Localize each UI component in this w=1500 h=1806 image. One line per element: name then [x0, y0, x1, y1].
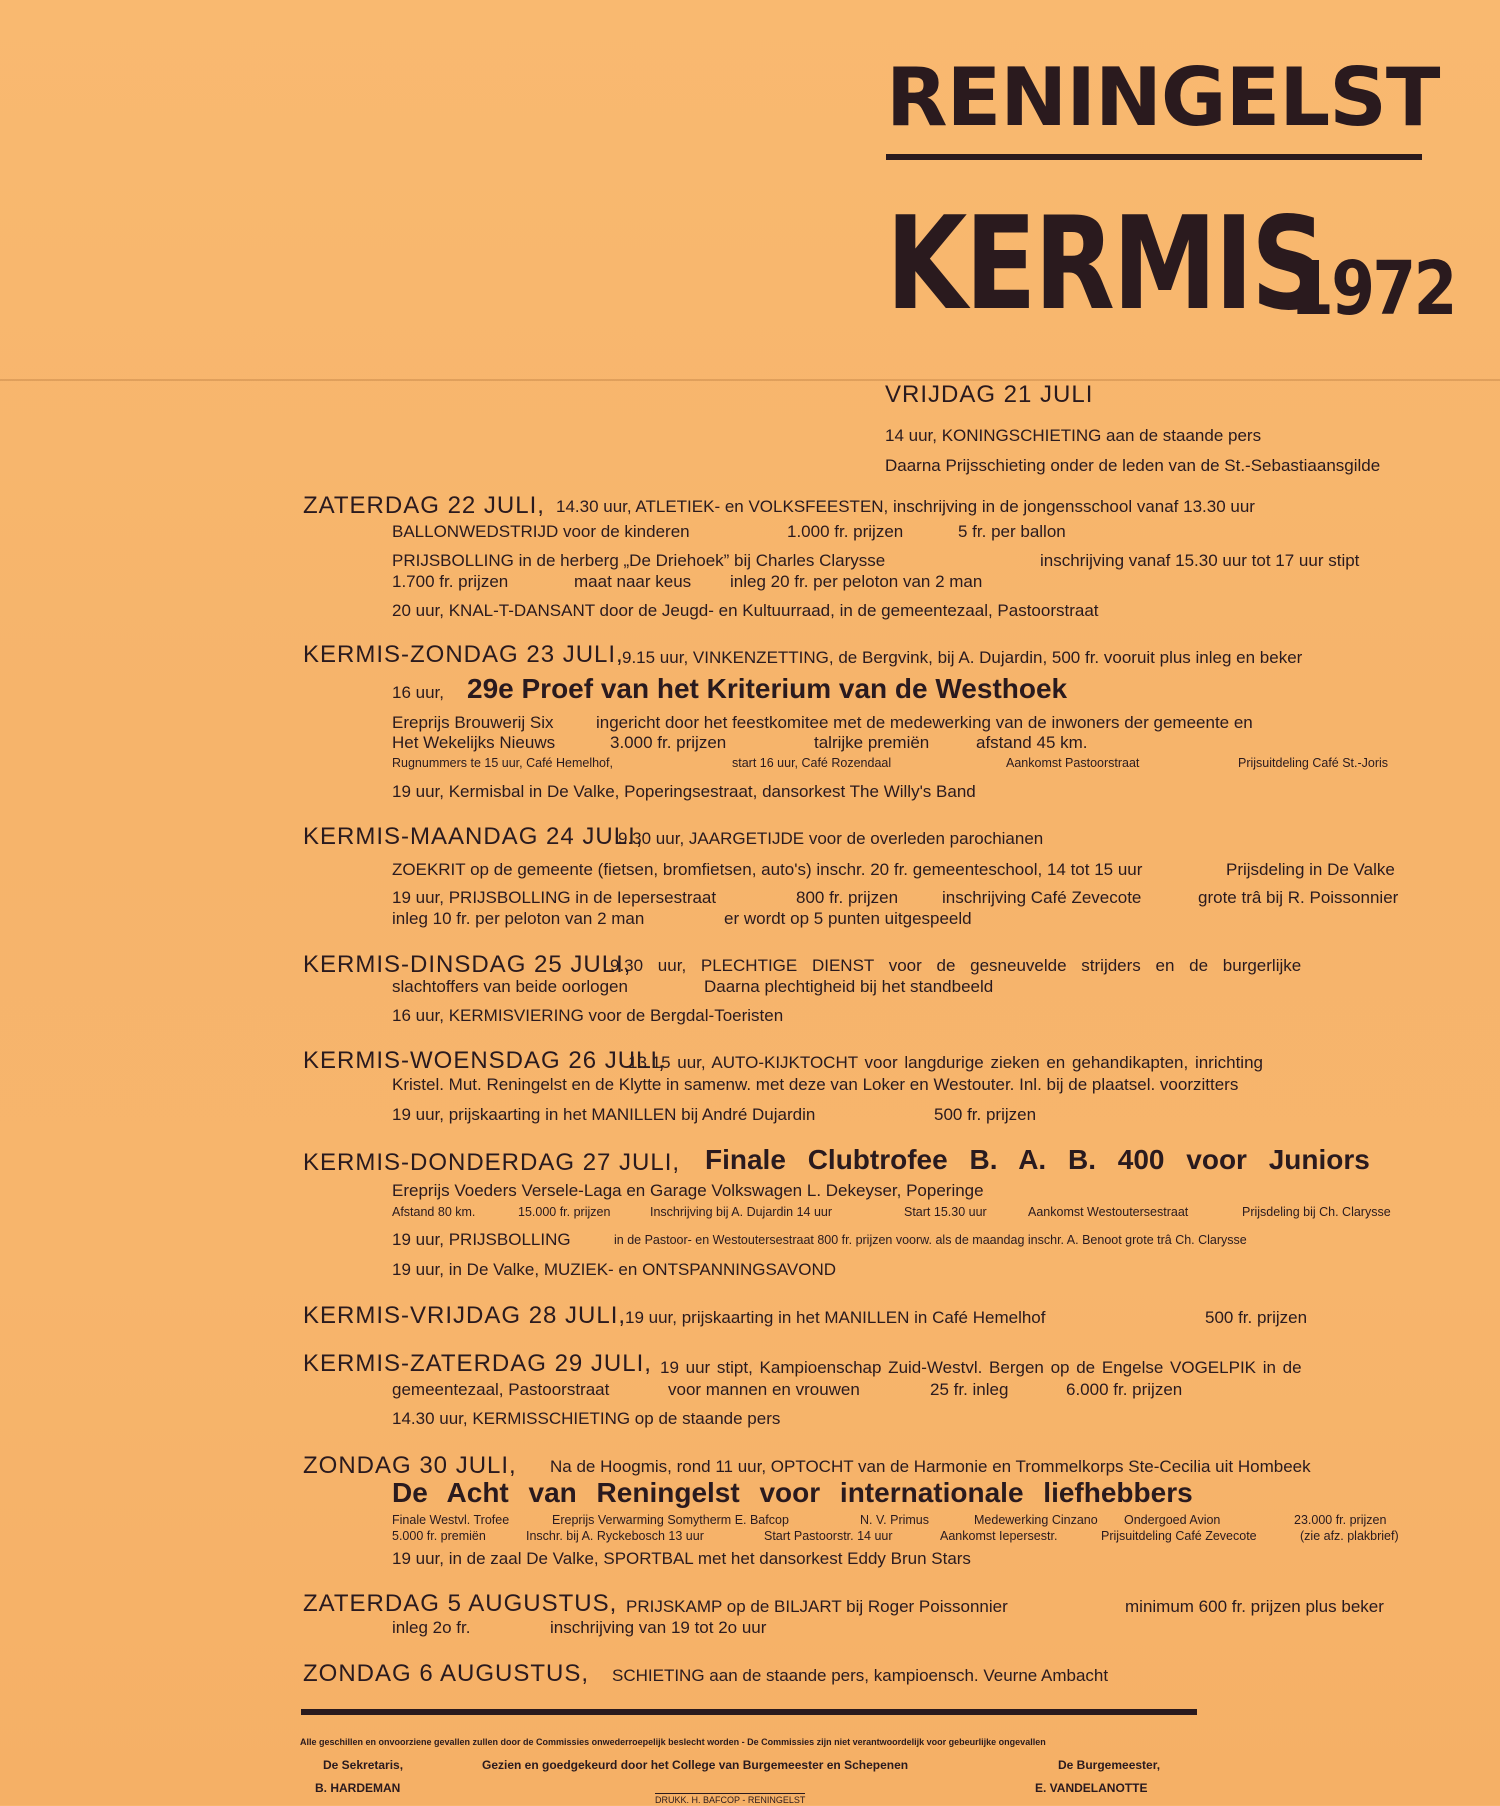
event-line: voor mannen en vrouwen — [668, 1380, 860, 1399]
event-detail: Prijsuitdeling Café Zevecote — [1101, 1529, 1257, 1543]
event-title-block — [886, 190, 1455, 340]
event-line: 14.30 uur, ATLETIEK- en VOLKSFEESTEN, inschrijving in de jongensschool vanaf 13.30 uur — [556, 497, 1255, 516]
event-line: inschrijving van 19 tot 2o uur — [550, 1618, 767, 1637]
race-title: 29e Proef van het Kriterium van de Westhoek — [467, 673, 1068, 704]
event-detail: start 16 uur, Café Rozendaal — [732, 756, 892, 770]
event-detail: Ereprijs Verwarming Somytherm E. Bafcop — [552, 1513, 789, 1527]
printer-imprint: DRUKK. H. BAFCOP - RENINGELST — [655, 1795, 806, 1805]
event-line: 19 uur, prijskaarting in het MANILLEN bij André Dujardin — [392, 1105, 816, 1124]
event-line: inleg 20 fr. per peloton van 2 man — [730, 572, 983, 591]
event-line: 25 fr. inleg — [930, 1380, 1009, 1399]
event-detail: Finale Westvl. Trofee — [392, 1513, 510, 1527]
event-detail: Aankomst Pastoorstraat — [1006, 756, 1140, 770]
event-detail: Medewerking Cinzano — [974, 1513, 1098, 1527]
day-heading: KERMIS-WOENSDAG 26 JULI, — [303, 1047, 666, 1074]
event-line: 9.30 uur, JAARGETIJDE voor de overleden parochianen — [618, 829, 1044, 848]
event-detail: Aankomst Iepersestr. — [940, 1529, 1058, 1543]
day-heading: KERMIS-ZONDAG 23 JULI, — [303, 641, 624, 668]
day-heading: KERMIS-MAANDAG 24 JULI, — [303, 823, 644, 850]
event-line: 9.30 uur, PLECHTIGE DIENST voor de gesneuvelde strijders en de burgerlijke — [610, 956, 1302, 975]
disclaimer: Alle geschillen en onvoorziene gevallen zullen door de Commissies onwederroepelijk beslecht worden - De Commissies zijn niet verantwoordelijk voor gebeurlijke ongevallen — [300, 1737, 1046, 1747]
event-line: 19 uur, PRIJSBOLLING — [392, 1230, 571, 1249]
day-heading: ZATERDAG 22 JULI, — [303, 492, 545, 519]
event-line: 5 fr. per ballon — [958, 522, 1066, 541]
day-heading: KERMIS-VRIJDAG 28 JULI, — [303, 1302, 627, 1329]
event-detail: Inschrijving bij A. Dujardin 14 uur — [650, 1205, 833, 1219]
event-line: SCHIETING aan de staande pers, kampioensch. Veurne Ambacht — [612, 1666, 1109, 1685]
event-line: inschrijving Café Zevecote — [942, 888, 1142, 907]
footer-rule — [301, 1709, 1197, 1715]
race-title: Finale Clubtrofee B. A. B. 400 voor Juniors — [705, 1144, 1370, 1175]
town-title: RENINGELST — [886, 51, 1440, 144]
event-line: 19 uur, in De Valke, MUZIEK- en ONTSPANNINGSAVOND — [392, 1260, 837, 1279]
event-line: 16 uur, KERMISVIERING voor de Bergdal-Toeristen — [392, 1006, 784, 1025]
event-line: 9.15 uur, VINKENZETTING, de Bergvink, bij A. Dujardin, 500 fr. vooruit plus inleg en beker — [622, 648, 1303, 667]
event-detail: Start 15.30 uur — [904, 1205, 987, 1219]
event-line: 800 fr. prijzen — [796, 888, 899, 907]
event-line: Kristel. Mut. Reningelst en de Klytte in samenw. met deze van Loker en Westouter. Inl. bij de plaatsel. voorzitters — [392, 1075, 1239, 1094]
event-detail: Ondergoed Avion — [1124, 1513, 1221, 1527]
event-line: er wordt op 5 punten uitgespeeld — [724, 909, 972, 928]
event-line: ingericht door het feestkomitee met de medewerking van de inwoners der gemeente en — [596, 713, 1253, 732]
event-detail: 23.000 fr. prijzen — [1294, 1513, 1387, 1527]
day-heading: VRIJDAG 21 JULI — [885, 381, 1094, 408]
day-heading: KERMIS-ZATERDAG 29 JULI, — [303, 1350, 652, 1377]
event-line: maat naar keus — [574, 572, 692, 591]
event-line: afstand 45 km. — [976, 733, 1088, 752]
event-line: Daarna plechtigheid bij het standbeeld — [704, 977, 994, 996]
event-line: Ereprijs Voeders Versele-Laga en Garage Volkswagen L. Dekeyser, Poperinge — [392, 1181, 984, 1200]
event-line: PRIJSKAMP op de BILJART bij Roger Poissonnier — [626, 1597, 1008, 1616]
event-detail: in de Pastoor- en Westoutersestraat 800 fr. prijzen voorw. als de maandag inschr. A. Benoot grote trâ Ch. Clarysse — [614, 1233, 1247, 1247]
event-line: 6.000 fr. prijzen — [1066, 1380, 1183, 1399]
event-line: Na de Hoogmis, rond 11 uur, OPTOCHT van de Harmonie en Trommelkorps Ste-Cecilia uit Hombeek — [550, 1457, 1311, 1476]
day-heading: ZONDAG 6 AUGUSTUS, — [303, 1660, 590, 1687]
event-detail: Aankomst Westoutersestraat — [1028, 1205, 1189, 1219]
event-detail: 15.000 fr. prijzen — [518, 1205, 611, 1219]
day-heading: ZATERDAG 5 AUGUSTUS, — [303, 1590, 618, 1617]
event-line: 3.000 fr. prijzen — [610, 733, 727, 752]
event-line: Prijsdeling in De Valke — [1226, 860, 1395, 879]
event-line: 19 uur, PRIJSBOLLING in de Iepersestraat — [392, 888, 717, 907]
event-detail: Inschr. bij A. Ryckebosch 13 uur — [526, 1529, 704, 1543]
event-line: 16 uur, — [392, 683, 444, 702]
paper-fold — [0, 379, 1500, 381]
event-line: inleg 10 fr. per peloton van 2 man — [392, 909, 645, 928]
event-line: 19 uur, in de zaal De Valke, SPORTBAL met het dansorkest Eddy Brun Stars — [392, 1549, 971, 1568]
event-line: 1.700 fr. prijzen — [392, 572, 509, 591]
event-line: slachtoffers van beide oorlogen — [392, 977, 628, 996]
event-line: 19 uur stipt, Kampioenschap Zuid-Westvl. Bergen op de Engelse VOGELPIK in de — [660, 1358, 1302, 1377]
event-line: 500 fr. prijzen — [1205, 1308, 1308, 1327]
mayor-name: E. VANDELANOTTE — [1035, 1781, 1148, 1795]
approval-text: Gezien en goedgekeurd door het College van Burgemeester en Schepenen — [482, 1758, 909, 1772]
event-detail: Start Pastoorstr. 14 uur — [764, 1529, 893, 1543]
event-detail: Afstand 80 km. — [392, 1205, 476, 1219]
event-detail: (zie afz. plakbrief) — [1300, 1529, 1399, 1543]
event-line: 14.30 uur, KERMISSCHIETING op de staande pers — [392, 1409, 781, 1428]
event-line: 13.15 uur, AUTO-KIJKTOCHT voor langdurige zieken en gehandikapten, inrichting — [628, 1053, 1263, 1072]
event-line: gemeentezaal, Pastoorstraat — [392, 1380, 610, 1399]
event-line: inleg 2o fr. — [392, 1618, 471, 1637]
event-line: Het Wekelijks Nieuws — [392, 733, 556, 752]
event-line: 19 uur, prijskaarting in het MANILLEN in Café Hemelhof — [625, 1308, 1046, 1327]
title-underline — [886, 154, 1422, 160]
event-line: PRIJSBOLLING in de herberg „De Driehoek” bij Charles Clarysse — [392, 551, 886, 570]
event-detail: 5.000 fr. premiën — [392, 1529, 486, 1543]
event-line: 20 uur, KNAL-T-DANSANT door de Jeugd- en Kultuurraad, in de gemeentezaal, Pastoorstraat — [392, 601, 1099, 620]
event-line: Ereprijs Brouwerij Six — [392, 713, 554, 732]
day-heading: KERMIS-DONDERDAG 27 JULI, — [303, 1149, 681, 1176]
day-heading: ZONDAG 30 JULI, — [303, 1452, 517, 1479]
event-line: grote trâ bij R. Poissonnier — [1198, 888, 1399, 907]
event-detail: N. V. Primus — [860, 1513, 930, 1527]
event-line: inschrijving vanaf 15.30 uur tot 17 uur stipt — [1040, 551, 1360, 570]
event-line: talrijke premiën — [814, 733, 930, 752]
event-line: ZOEKRIT op de gemeente (fietsen, bromfietsen, auto's) inschr. 20 fr. gemeenteschool, 14 tot 15 uur — [392, 860, 1143, 879]
event-line: 1.000 fr. prijzen — [787, 522, 904, 541]
event-detail: Prijsdeling bij Ch. Clarysse — [1242, 1205, 1391, 1219]
event-year: 1972 — [1290, 246, 1455, 332]
event-line: BALLONWEDSTRIJD voor de kinderen — [392, 522, 690, 541]
secretary-title: De Sekretaris, — [323, 1758, 404, 1772]
event-line: 14 uur, KONINGSCHIETING aan de staande pers — [885, 426, 1262, 445]
day-heading: KERMIS-DINSDAG 25 JULI, — [303, 951, 632, 978]
event-line: Daarna Prijsschieting onder de leden van de St.-Sebastiaansgilde — [885, 456, 1381, 475]
event-detail: Prijsuitdeling Café St.-Joris — [1238, 756, 1389, 770]
event-title: KERMIS — [886, 190, 1325, 339]
event-detail: Rugnummers te 15 uur, Café Hemelhof, — [392, 756, 613, 770]
secretary-name: B. HARDEMAN — [315, 1781, 401, 1795]
event-line: 19 uur, Kermisbal in De Valke, Poperingsestraat, dansorkest The Willy's Band — [392, 782, 976, 801]
mayor-title: De Burgemeester, — [1058, 1758, 1161, 1772]
event-line: minimum 600 fr. prijzen plus beker — [1125, 1597, 1384, 1616]
race-title: De Acht van Reningelst voor internationale liefhebbers — [392, 1477, 1193, 1508]
event-line: 500 fr. prijzen — [934, 1105, 1037, 1124]
